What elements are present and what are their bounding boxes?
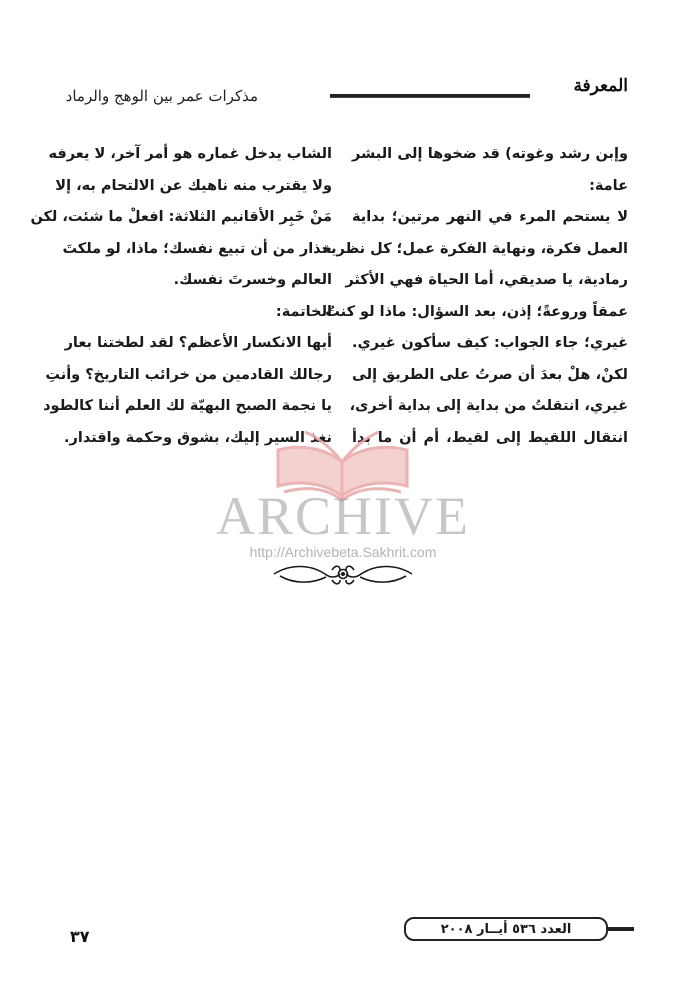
text-line: عامة: <box>589 177 628 194</box>
text-line: العمل فكرة، ونهاية الفكرة عمل؛ كل نظرية <box>322 240 628 257</box>
watermark-url: http://Archivebeta.Sakhrit.com <box>249 544 437 560</box>
article-title: مذكرات عمر بين الوهج والرماد <box>65 87 258 105</box>
text-line: ولا يقترب منه ناهيك عن الالتحام به، إلا <box>55 177 332 194</box>
header-rule <box>330 94 530 98</box>
section-heading: الخاتمة: <box>275 303 332 320</box>
text-line: حذار من أن تبيع نفسك؛ ماذا، لو ملكتَ <box>62 240 332 257</box>
watermark-title: ARCHIVE <box>216 486 470 546</box>
text-line: انتقال اللقيط إلى لقيط، أم أن ما بدأ <box>352 429 628 446</box>
footer-rule <box>608 927 634 931</box>
text-line: وإبن رشد وغوته) قد ضخوها إلى البشر <box>352 146 628 162</box>
text-line: غيري، انتقلتُ من بداية إلى بداية أخرى، <box>349 398 628 414</box>
issue-label: العدد ٥٣٦ أيــار ٢٠٠٨ <box>440 921 572 937</box>
text-line: عمقاً وروعةً؛ إذن، بعد السؤال: ماذا لو كنتُ <box>325 303 628 320</box>
text-line: يا نجمة الصبح البهيّة لك العلم أننا كالطود <box>43 398 332 414</box>
text-column-left <box>30 139 332 454</box>
text-line: العالم وخسرتَ نفسك. <box>173 272 332 288</box>
magazine-logo: المعرفة <box>573 76 628 96</box>
decorative-scroll-ornament-icon <box>270 560 416 590</box>
text-line: لكنْ، هلْ بعدَ أن صرتُ على الطريق إلى <box>352 366 628 383</box>
text-line: مَنْ خَبِر الأقانيم الثلاثة: افعلْ ما شئت، لكن <box>30 209 332 225</box>
text-line: الشاب يدخل غماره هو أمر آخر، لا يعرفه <box>48 146 332 162</box>
text-line: لا يستحم المرء في النهر مرتين؛ بداية <box>352 209 628 225</box>
text-line: نغذ السير إليك، بشوق وحكمة واقتدار. <box>64 429 332 446</box>
text-line: رجالك القادمين من خرائب التاريخ؟ وأنتِ <box>45 366 332 383</box>
page-number: ٣٧ <box>70 927 90 946</box>
text-line: غيري؛ جاء الجواب: كيف سأكون غيري. <box>352 335 628 351</box>
text-line: أيها الانكسار الأعظم؟ لقد لطختنا بعار <box>64 335 332 351</box>
issue-label-box <box>404 917 608 941</box>
text-line: رمادية، يا صديقي، أما الحياة فهي الأكثر <box>345 272 628 288</box>
text-column-right <box>322 139 628 454</box>
